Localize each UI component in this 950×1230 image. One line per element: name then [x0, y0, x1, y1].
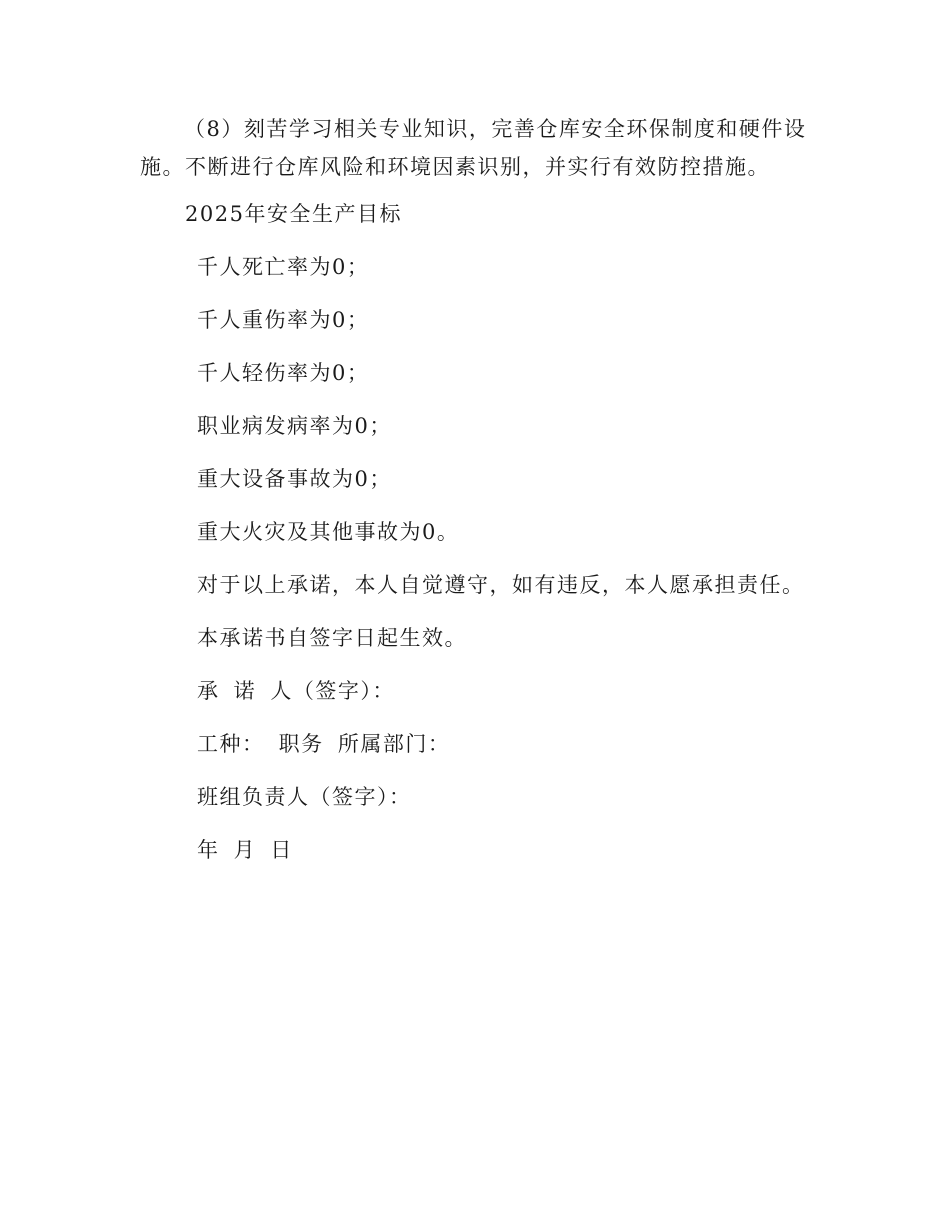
target-fatality-rate: 千人死亡率为0； — [197, 255, 370, 279]
job-info-line: 工种： 职务 所属部门： — [197, 732, 451, 756]
target-fire-accident: 重大火灾及其他事故为0。 — [197, 520, 460, 544]
date-line: 年 月 日 — [197, 838, 293, 862]
intro-paragraph: （8）刻苦学习相关专业知识，完善仓库安全环保制度和硬件设施。不断进行仓库风险和环境因素识别，并实行有效防控措施。 — [140, 117, 807, 179]
target-minor-injury-rate: 千人轻伤率为0； — [197, 361, 370, 385]
target-occupational-disease-rate: 职业病发病率为0； — [197, 414, 392, 438]
target-serious-injury-rate: 千人重伤率为0； — [197, 308, 370, 332]
section-title: 2025年安全生产目标 — [185, 202, 402, 226]
target-equipment-accident: 重大设备事故为0； — [197, 467, 392, 491]
commitment-statement: 对于以上承诺，本人自觉遵守，如有违反，本人愿承担责任。 — [197, 573, 805, 597]
promisor-signature-line: 承 诺 人（签字）： — [197, 679, 395, 703]
team-leader-signature-line: 班组负责人（签字）： — [197, 785, 412, 809]
effective-statement: 本承诺书自签字日起生效。 — [197, 626, 467, 650]
